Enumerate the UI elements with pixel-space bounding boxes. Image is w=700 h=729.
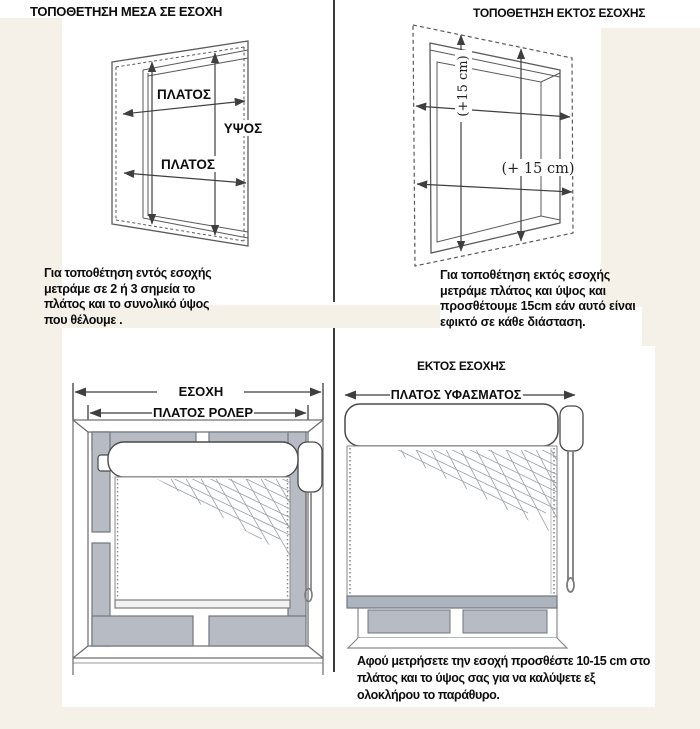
title-outside-recess: ΤΟΠΟΘΕΤΗΣΗ ΕΚΤΟΣ ΕΣΟΧΗΣ [473, 6, 646, 20]
left-margin-band [0, 18, 62, 711]
right-lower-margin-band [655, 346, 700, 707]
roller-clutch-right [560, 406, 583, 451]
label-plus15-horizontal: (+ 15 cm) [501, 161, 575, 177]
title-inside-recess: ΤΟΠΟΘΕΤΗΣΗ ΜΕΣΑ ΣΕ ΕΣΟΧΗ [30, 4, 223, 19]
roller-tube [108, 442, 298, 477]
roller-clutch-right [298, 442, 322, 492]
label-platos-roler: ΠΛΑΤΟΣ ΡΟΛΕΡ [152, 405, 254, 420]
caption-bottom: Αφού μετρήσετε την εσοχή προσθέστε 10-15 cm στο πλάτος και το ύψος σας για να καλύψετε εξ ολοκλήρου το παράθυρο. [357, 654, 650, 702]
diagram-window-outside-recess [400, 20, 585, 275]
label-platos-top: ΠΛΑΤΟΣ [157, 87, 211, 102]
fabric-panel [115, 477, 290, 608]
label-platos-bottom: ΠΛΑΤΟΣ [161, 157, 215, 172]
bottom-margin-band [0, 707, 700, 729]
caption-inside-recess: Για τοποθέτηση εντός εσοχής μετράμε σε 2 ή 3 σημεία το πλάτος και το συνολικό ύψος που θέλουμε . [44, 266, 212, 327]
fabric-bottom-bar [115, 600, 290, 608]
label-plus15-vertical: (+15 cm) [456, 55, 471, 117]
roller-tube [345, 404, 558, 446]
title-outside-recess-bottom: ΕΚΤΟΣ ΕΣΟΧΗΣ [417, 359, 506, 373]
fabric-bottom-bar [347, 596, 557, 608]
label-esoxi: ΕΣΟΧΗ [178, 384, 224, 399]
diagram-roller-inside-recess [62, 375, 334, 677]
window-outer-frame [112, 41, 248, 246]
chain [567, 451, 574, 592]
diagram-window-inside-recess [90, 30, 280, 260]
top-section-divider [333, 0, 335, 302]
window-below [348, 605, 567, 648]
label-ypsos: ΥΨΟΣ [223, 121, 263, 136]
label-platos-yfasmatos: ΠΛΑΤΟΣ ΥΦΑΣΜΑΤΟΣ [390, 388, 522, 402]
diagram-roller-outside-recess [340, 383, 590, 655]
caption-outside-recess: Για τοποθέτηση εκτός εσοχής μετράμε πλάτος και ύψος και προσθέτουμε 15cm εάν αυτό είναι εφικτό σε κάθε διάσταση. [440, 268, 636, 329]
